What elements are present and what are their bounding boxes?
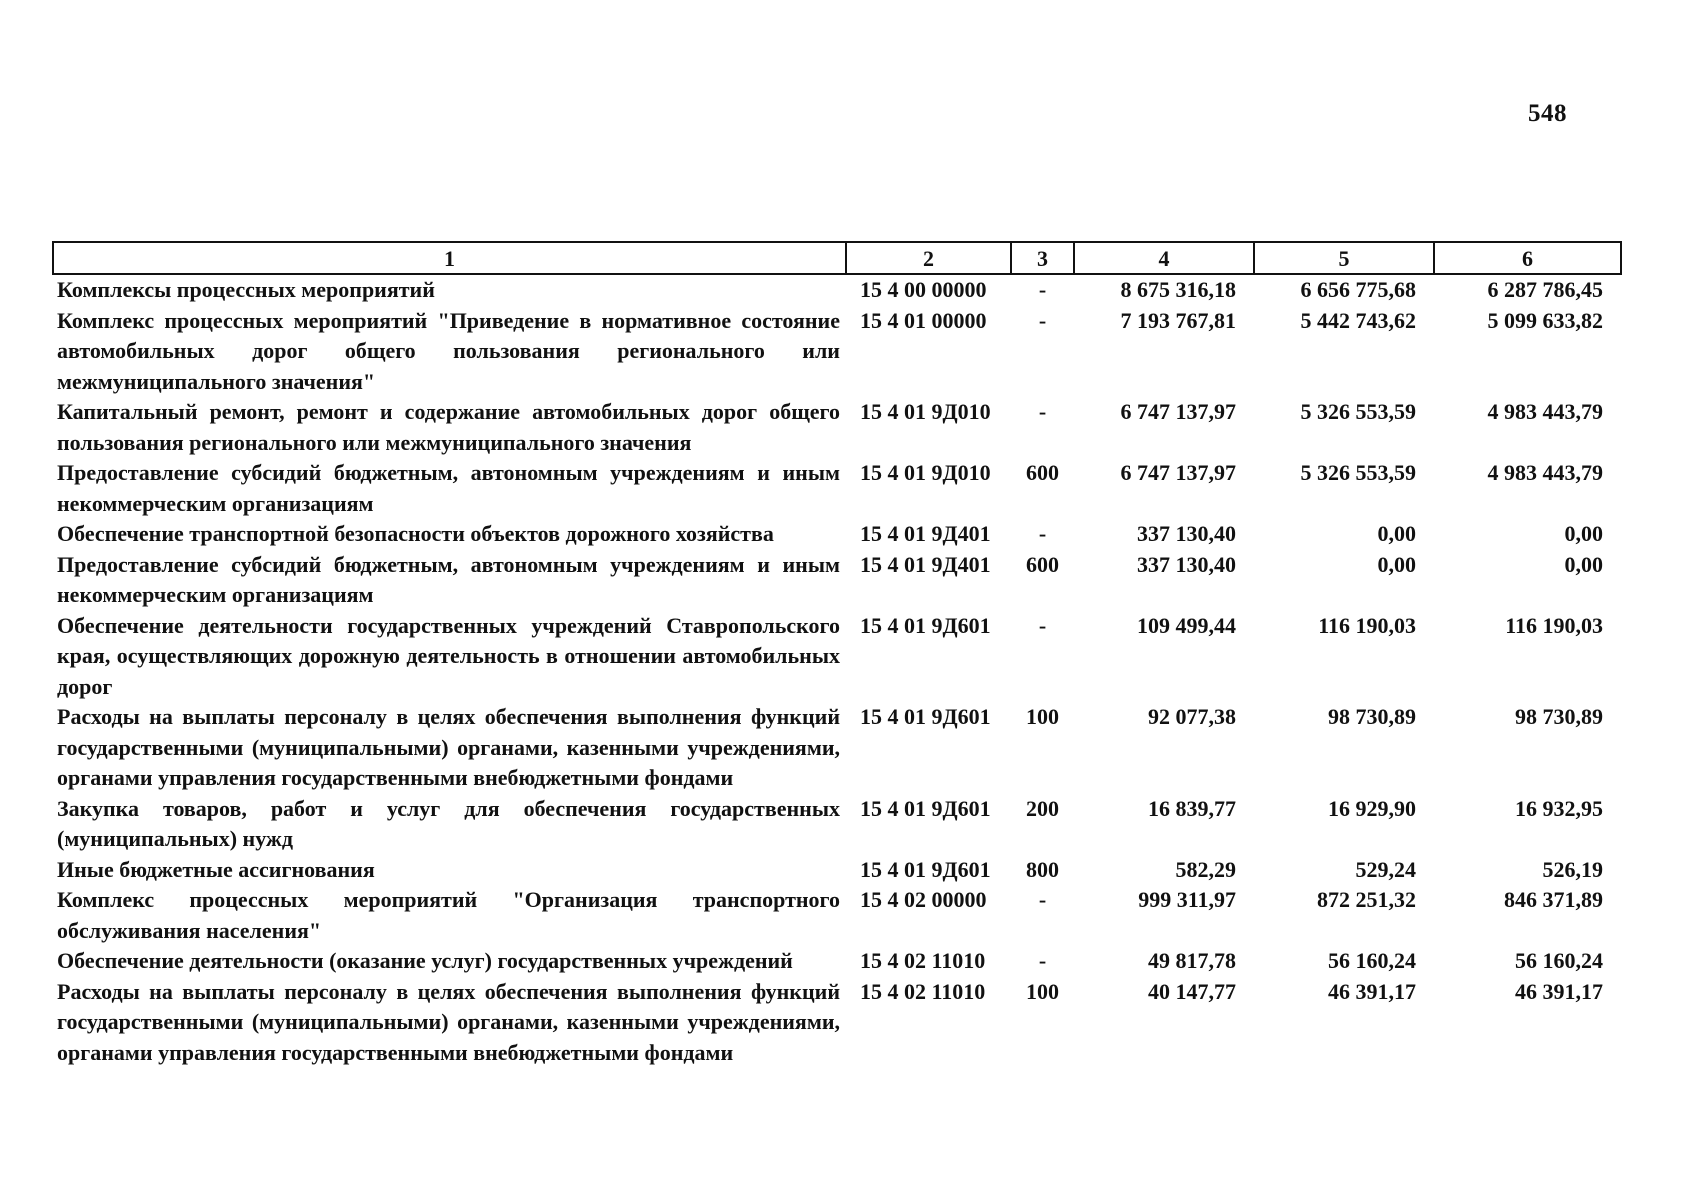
cell-amount-2: 5 442 743,62 xyxy=(1300,307,1416,333)
cell-expense-type: 100 xyxy=(1026,978,1059,1004)
cell-code: 15 4 01 9Д401 xyxy=(860,551,991,577)
table-row xyxy=(53,458,1621,519)
table-row xyxy=(53,519,1621,550)
cell-amount-1: 16 839,77 xyxy=(1148,795,1236,821)
cell-amount-2: 16 929,90 xyxy=(1328,795,1416,821)
cell-expense-type: 800 xyxy=(1026,856,1059,882)
cell-amount-2: 0,00 xyxy=(1377,551,1416,577)
cell-expense-type: - xyxy=(1038,521,1047,546)
cell-amount-3: 6 287 786,45 xyxy=(1487,277,1603,302)
cell-name: Предоставление субсидий бюджетным, автономным учреждениям и иным некоммерческим организациям xyxy=(57,460,840,516)
cell-amount-3: 16 932,95 xyxy=(1515,795,1603,821)
cell-amount-2: 872 251,32 xyxy=(1317,887,1416,912)
cell-amount-1: 49 817,78 xyxy=(1148,948,1236,973)
cell-amount-1: 7 193 767,81 xyxy=(1120,307,1236,333)
cell-expense-type: 600 xyxy=(1026,551,1059,577)
cell-amount-2: 98 730,89 xyxy=(1328,704,1416,729)
table-row xyxy=(53,794,1621,855)
cell-name: Комплекс процессных мероприятий "Организация транспортного обслуживания населения" xyxy=(57,887,840,943)
cell-name: Расходы на выплаты персоналу в целях обеспечения выполнения функций государственными (муниципальными) органами, казенными учреждениями, органами управления государственными внебюджетными фондами xyxy=(57,704,840,790)
cell-amount-3: 98 730,89 xyxy=(1515,704,1603,729)
budget-table xyxy=(52,241,1622,1068)
cell-amount-1: 6 747 137,97 xyxy=(1120,399,1236,424)
cell-code: 15 4 01 9Д010 xyxy=(860,460,991,485)
cell-amount-1: 337 130,40 xyxy=(1137,551,1236,577)
table-row xyxy=(53,702,1621,794)
cell-amount-1: 109 499,44 xyxy=(1137,612,1236,638)
cell-name: Обеспечение транспортной безопасности объектов дорожного хозяйства xyxy=(57,521,774,546)
cell-expense-type: 200 xyxy=(1026,795,1059,821)
cell-name: Комплексы процессных мероприятий xyxy=(57,277,435,302)
cell-code: 15 4 01 9Д601 xyxy=(860,795,991,821)
cell-code: 15 4 02 11010 xyxy=(860,948,986,973)
cell-code: 15 4 02 11010 xyxy=(860,978,986,1004)
cell-amount-2: 5 326 553,59 xyxy=(1300,399,1416,424)
table-body xyxy=(53,274,1621,1068)
cell-name: Комплекс процессных мероприятий "Приведение в нормативное состояние автомобильных дорог общего пользования регионального или межмуниципального значения" xyxy=(57,307,840,394)
cell-amount-2: 529,24 xyxy=(1355,856,1416,882)
cell-amount-1: 582,29 xyxy=(1175,856,1236,882)
column-header-amount-3: 6 xyxy=(1434,242,1621,274)
cell-expense-type: - xyxy=(1038,307,1047,333)
header-row xyxy=(53,242,1621,274)
cell-name: Обеспечение деятельности государственных учреждений Ставропольского края, осуществляющих дорожную деятельность в отношении автомобильных дорог xyxy=(57,612,840,699)
column-header-expense-type: 3 xyxy=(1011,242,1074,274)
cell-amount-3: 526,19 xyxy=(1542,856,1603,882)
cell-amount-3: 4 983 443,79 xyxy=(1487,460,1603,485)
cell-amount-3: 0,00 xyxy=(1564,551,1603,577)
cell-amount-3: 46 391,17 xyxy=(1515,978,1603,1004)
cell-amount-2: 56 160,24 xyxy=(1328,948,1416,973)
cell-amount-1: 40 147,77 xyxy=(1148,978,1236,1004)
cell-name: Предоставление субсидий бюджетным, автономным учреждениям и иным некоммерческим организациям xyxy=(57,551,840,607)
cell-expense-type: 100 xyxy=(1026,704,1059,729)
cell-amount-3: 116 190,03 xyxy=(1505,612,1603,638)
page-number: 548 xyxy=(1528,100,1567,127)
cell-amount-3: 0,00 xyxy=(1564,521,1603,546)
cell-name: Обеспечение деятельности (оказание услуг) государственных учреждений xyxy=(57,948,793,973)
table-row xyxy=(53,946,1621,977)
cell-name: Иные бюджетные ассигнования xyxy=(57,856,375,882)
cell-amount-2: 116 190,03 xyxy=(1318,612,1416,638)
cell-amount-1: 6 747 137,97 xyxy=(1120,460,1236,485)
cell-name: Расходы на выплаты персоналу в целях обеспечения выполнения функций государственными (муниципальными) органами, казенными учреждениями, органами управления государственными внебюджетными фондами xyxy=(57,978,840,1065)
cell-amount-2: 0,00 xyxy=(1377,521,1416,546)
column-header-amount-2: 5 xyxy=(1254,242,1434,274)
cell-amount-2: 46 391,17 xyxy=(1328,978,1416,1004)
cell-expense-type: 600 xyxy=(1026,460,1059,485)
cell-code: 15 4 01 9Д401 xyxy=(860,521,991,546)
cell-expense-type: - xyxy=(1038,399,1047,424)
table-row xyxy=(53,977,1621,1069)
cell-amount-1: 8 675 316,18 xyxy=(1120,277,1236,302)
cell-code: 15 4 01 00000 xyxy=(860,307,987,333)
table-row xyxy=(53,611,1621,703)
cell-amount-1: 999 311,97 xyxy=(1138,887,1236,912)
column-header-amount-1: 4 xyxy=(1074,242,1254,274)
cell-expense-type: - xyxy=(1038,887,1047,912)
cell-expense-type: - xyxy=(1038,948,1047,973)
table-row xyxy=(53,274,1621,306)
cell-amount-3: 846 371,89 xyxy=(1504,887,1603,912)
cell-code: 15 4 01 9Д601 xyxy=(860,612,991,638)
column-header-name: 1 xyxy=(53,242,846,274)
table-row xyxy=(53,397,1621,458)
table-header xyxy=(53,242,1621,274)
cell-code: 15 4 02 00000 xyxy=(860,887,987,912)
cell-amount-3: 56 160,24 xyxy=(1515,948,1603,973)
table-row xyxy=(53,885,1621,946)
cell-amount-3: 4 983 443,79 xyxy=(1487,399,1603,424)
budget-table-container xyxy=(52,241,1620,1068)
cell-code: 15 4 00 00000 xyxy=(860,277,987,302)
cell-amount-1: 92 077,38 xyxy=(1148,704,1236,729)
cell-expense-type: - xyxy=(1038,277,1047,302)
table-row xyxy=(53,550,1621,611)
cell-amount-3: 5 099 633,82 xyxy=(1487,307,1603,333)
cell-expense-type: - xyxy=(1038,612,1047,638)
table-row xyxy=(53,306,1621,398)
table-row xyxy=(53,855,1621,886)
cell-code: 15 4 01 9Д010 xyxy=(860,399,991,424)
cell-code: 15 4 01 9Д601 xyxy=(860,856,991,882)
cell-name: Капитальный ремонт, ремонт и содержание автомобильных дорог общего пользования регионального или межмуниципального значения xyxy=(57,399,840,455)
column-header-code: 2 xyxy=(846,242,1011,274)
cell-amount-2: 6 656 775,68 xyxy=(1300,277,1416,302)
cell-amount-1: 337 130,40 xyxy=(1137,521,1236,546)
cell-name: Закупка товаров, работ и услуг для обеспечения государственных (муниципальных) нужд xyxy=(57,795,840,851)
cell-code: 15 4 01 9Д601 xyxy=(860,704,991,729)
cell-amount-2: 5 326 553,59 xyxy=(1300,460,1416,485)
